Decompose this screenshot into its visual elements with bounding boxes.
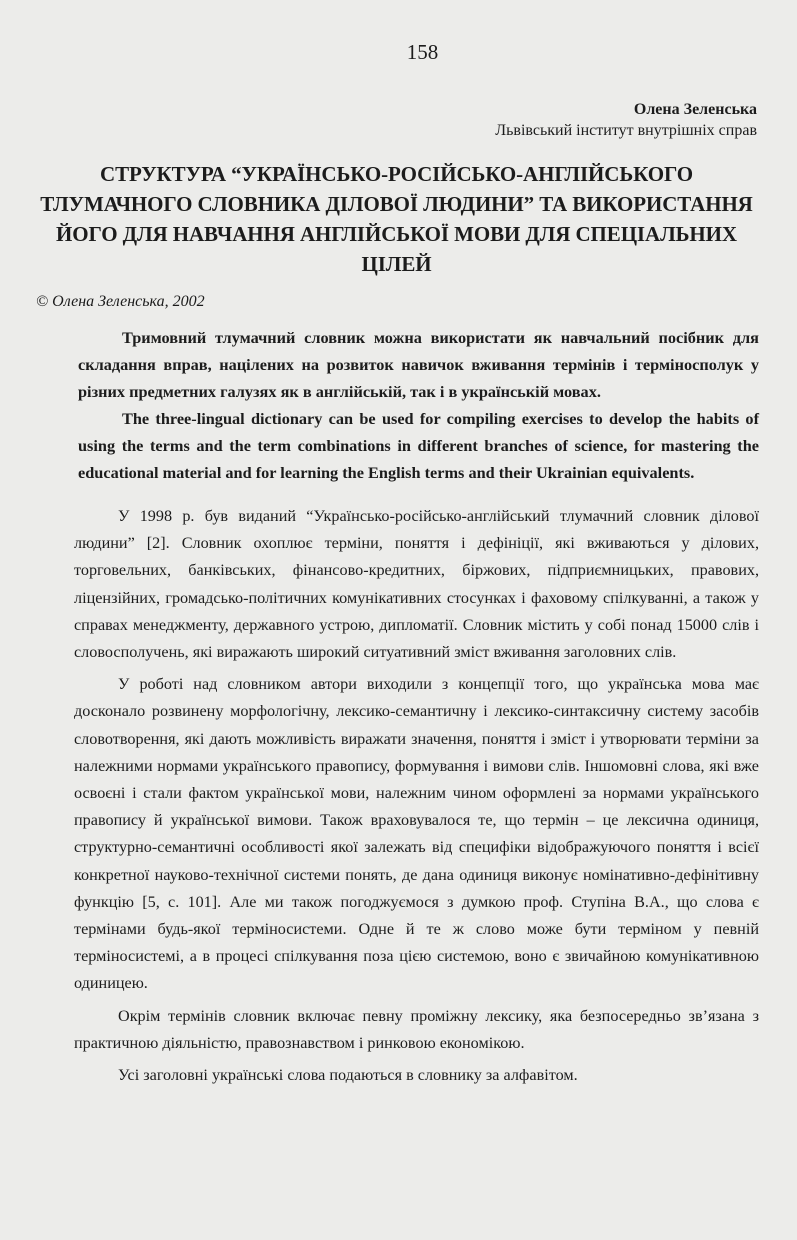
body-paragraph: Усі заголовні українські слова подаються в словнику за алфавітом. (118, 1066, 578, 1085)
article-title: СТРУКТУРА “УКРАЇНСЬКО-РОСІЙСЬКО-АНГЛІЙСЬКОГО ТЛУМАЧНОГО СЛОВНИКА ДІЛОВОЇ ЛЮДИНИ” ТА ВИКОРИСТАННЯ ЙОГО ДЛЯ НАВЧАННЯ АНГЛІЙСЬКОЇ МОВИ ДЛЯ СПЕЦІАЛЬНИХ ЦІЛЕЙ (40, 162, 753, 276)
body-paragraph: У 1998 р. був виданий “Українсько-російсько-англійський тлумачний словник ділової людини” [2]. Словник охоплює терміни, поняття і дефініції, які вживаються у ділових, торговельних, банківських, фінансово-кредитних, біржових, підприємницьких, правових, ліцензійних, громадсько-політичних комунікативних стосунках і фаховому спілкуванні, а також у справах менеджменту, державного устрою, дипломатії. Словник містить у собі понад 15000 слів і словосполучень, які виражають широкий ситуативний зміст вживання заголовних слів. (74, 507, 759, 662)
body-paragraph: Окрім термінів словник включає певну проміжну лексику, яка безпосередньо зв’язана з практичною діяльністю, правознавством і ринковою економікою. (74, 1006, 759, 1052)
body-paragraph: У роботі над словником автори виходили з концепції того, що українська мова має досконало розвинену морфологічну, лексико-семантичну і лексико-синтаксичну систему засобів словотворення, які дають можливість виражати значення, поняття і зміст і утворювати терміни за належними нормами українського правопису, формування і вимови слів. Іншомовні слова, які вже освоєні і стали фактом української мови, належним чином оформлені за нормами українського правопису й української вимови. Також враховувалося те, що термін – це лексична одиниця, структурно-семантичні особливості якої залежать від специфіки відображуючого поняття і всієї конкретної науково-технічної системи понять, де дана одиниця виконує номінативно-дефінітивну функцію [5, с. 101]. Але ми також погоджуємося з думкою проф. Ступіна В.А., що слова є термінами будь-якої терміносистеми. Одне й те ж слово може бути терміном у певній терміносистемі, а в процесі спілкування поза цією системою, воно є звичайною комунікативною одиницею. (74, 675, 759, 993)
abstract-ukrainian: Тримовний тлумачний словник можна використати як навчальний посібник для складання вправ, націлених на розвиток навичок вживання термінів і терміносполук у різних предметних галузях як в англійській, так і в українській мовах. (78, 328, 759, 401)
copyright-notice: © Олена Зеленська, 2002 (36, 293, 205, 310)
author-affiliation: Львівський інститут внутрішніх справ (495, 122, 757, 139)
author-name: Олена Зеленська (633, 101, 757, 118)
article-body (74, 503, 759, 1089)
abstract-english: The three-lingual dictionary can be used for compiling exercises to develop the habits of using the terms and the term combinations in different branches of science, for mastering the educational material and for learning the English terms and their Ukrainian equivalents. (78, 409, 759, 482)
page-number: 158 (406, 40, 439, 64)
